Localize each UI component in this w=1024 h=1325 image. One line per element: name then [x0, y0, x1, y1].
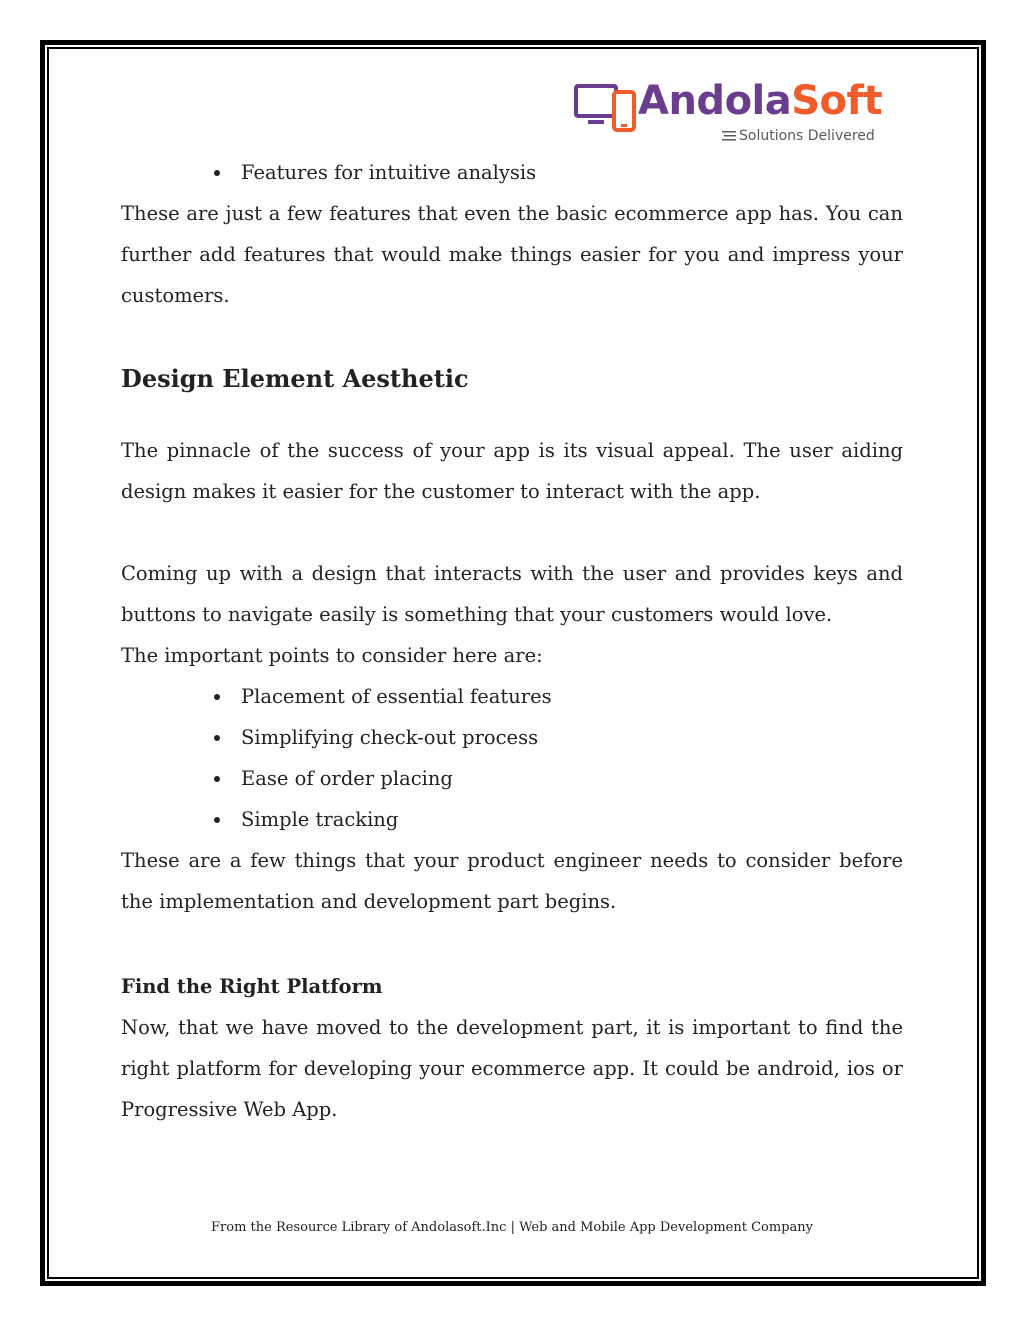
- section1-heading-block: [121, 364, 903, 393]
- top-bullet-list: [121, 152, 903, 193]
- page-footer: From the Resource Library of Andolasoft.Inc | Web and Mobile App Development Company: [211, 1220, 813, 1235]
- list-item: Simple tracking: [121, 799, 903, 840]
- list-item: Ease of order placing: [121, 758, 903, 799]
- logo-tagline: Solutions Delivered: [722, 128, 875, 144]
- logo-wordmark: AndolaSoft: [638, 78, 883, 124]
- points-intro: The important points to consider here are:: [121, 644, 543, 667]
- andolasoft-logo: [574, 80, 884, 146]
- section1-paragraph1-block: [121, 430, 903, 512]
- section-heading: Design Element Aesthetic: [121, 364, 469, 393]
- intro-paragraph-block: [121, 193, 903, 316]
- section-subheading: Find the Right Platform: [121, 975, 383, 998]
- list-item: Simplifying check-out process: [121, 717, 903, 758]
- paragraph: These are a few things that your product engineer needs to consider before the implementation and development part begins.: [121, 849, 903, 913]
- points-list: [121, 676, 903, 840]
- section2-block: [121, 966, 903, 1130]
- paragraph: The pinnacle of the success of your app is its visual appeal. The user aiding design makes it easier for the customer to interact with the app.: [121, 439, 903, 503]
- paragraph: Now, that we have moved to the development part, it is important to find the right platform for developing your ecommerce app. It could be android, ios or Progressive Web App.: [121, 1016, 903, 1121]
- list-item: Placement of essential features: [121, 676, 903, 717]
- devices-icon: [574, 82, 638, 134]
- intro-paragraph: These are just a few features that even the basic ecommerce app has. You can further add features that would make things easier for you and impress your customers.: [121, 202, 903, 307]
- list-item: Features for intuitive analysis: [121, 152, 903, 193]
- paragraph: Coming up with a design that interacts with the user and provides keys and buttons to navigate easily is something that your customers would love.: [121, 562, 903, 626]
- menu-lines-icon: [722, 130, 736, 142]
- section1-paragraph2-block: [121, 553, 903, 922]
